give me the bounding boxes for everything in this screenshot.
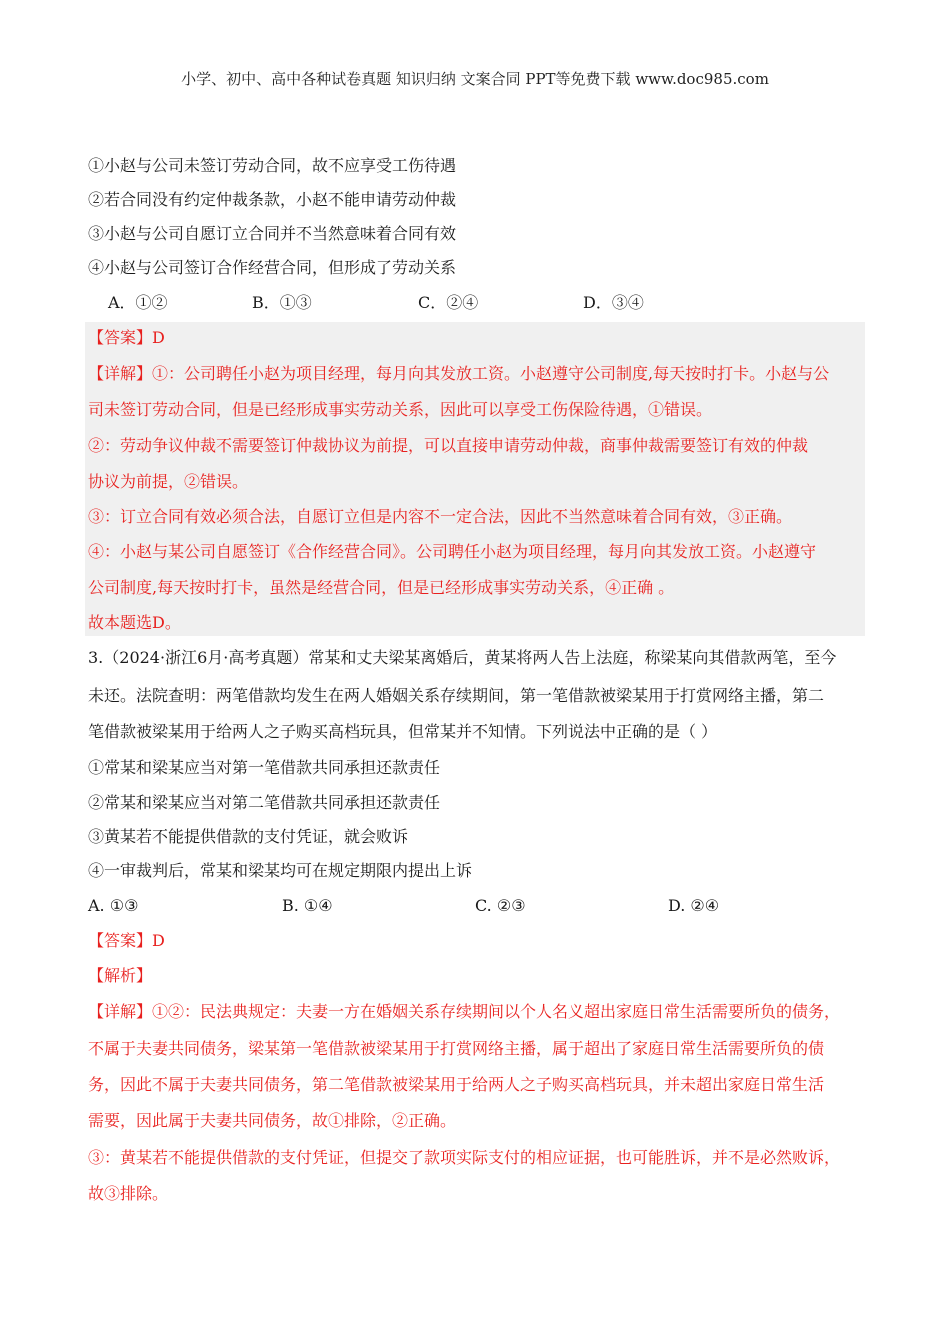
q2-option-a: A．①② [108, 293, 168, 312]
q3-stem-line-2: 未还。法院查明：两笔借款均发生在两人婚姻关系存续期间，第一笔借款被梁某用于打赏网络主播，第二 [88, 686, 825, 705]
q3-stem-line-3: 笔借款被梁某用于给两人之子购买高档玩具，但常某并不知情。下列说法中正确的是（ ） [88, 722, 718, 741]
q2-answer: 【答案】D [88, 328, 165, 347]
q2-statement-3: ③小赵与公司自愿订立合同并不当然意味着合同有效 [88, 224, 457, 243]
q2-detail-line-8: 故本题选D。 [88, 613, 181, 632]
q3-detail-line-3: 务，因此不属于夫妻共同债务，第二笔借款被梁某用于给两人之子购买高档玩具，并未超出家庭日常生活 [88, 1075, 825, 1094]
q2-option-c: C．②④ [418, 293, 479, 312]
q2-detail-line-4: 协议为前提，②错误。 [88, 472, 249, 491]
q3-option-d: D. ②④ [668, 896, 720, 915]
q2-detail-line-1: 【详解】①：公司聘任小赵为项目经理，每月向其发放工资。小赵遵守公司制度,每天按时打卡。小赵与公 [88, 364, 830, 383]
q3-detail-line-4: 需要，因此属于夫妻共同债务，故①排除，②正确。 [88, 1111, 457, 1130]
q2-statement-4: ④小赵与公司签订合作经营合同，但形成了劳动关系 [88, 258, 457, 277]
page-header: 小学、初中、高中各种试卷真题 知识归纳 文案合同 PPT等免费下载 www.doc985.com [181, 70, 769, 88]
q3-option-c: C. ②③ [475, 896, 526, 915]
q2-detail-line-3: ②：劳动争议仲裁不需要签订仲裁协议为前提，可以直接申请劳动仲裁，商事仲裁需要签订有效的仲裁 [88, 436, 809, 455]
q3-detail-line-1: 【详解】①②：民法典规定：夫妻一方在婚姻关系存续期间以个人名义超出家庭日常生活需要所负的债务， [88, 1002, 841, 1021]
q2-detail-line-6: ④：小赵与某公司自愿签订《合作经营合同》。公司聘任小赵为项目经理，每月向其发放工资。小赵遵守 [88, 542, 817, 561]
q3-answer: 【答案】D [88, 931, 165, 950]
q3-option-a: A. ①③ [88, 896, 139, 915]
q3-analysis-label: 【解析】 [88, 966, 153, 985]
q3-statement-2: ②常某和梁某应当对第二笔借款共同承担还款责任 [88, 793, 441, 812]
q3-option-b: B. ①④ [282, 896, 333, 915]
q2-statement-1: ①小赵与公司未签订劳动合同，故不应享受工伤待遇 [88, 156, 457, 175]
q3-statement-1: ①常某和梁某应当对第一笔借款共同承担还款责任 [88, 758, 441, 777]
q2-detail-line-2: 司未签订劳动合同，但是已经形成事实劳动关系，因此可以享受工伤保险待遇，①错误。 [88, 400, 713, 419]
q3-statement-3: ③黄某若不能提供借款的支付凭证，就会败诉 [88, 827, 409, 846]
q2-detail-line-5: ③：订立合同有效必须合法，自愿订立但是内容不一定合法，因此不当然意味着合同有效，③正确。 [88, 507, 793, 526]
q3-detail-line-2: 不属于夫妻共同债务，梁某第一笔借款被梁某用于打赏网络主播，属于超出了家庭日常生活需要所负的债 [88, 1039, 825, 1058]
q3-detail-line-6: 故③排除。 [88, 1184, 169, 1203]
q2-detail-line-7: 公司制度,每天按时打卡，虽然是经营合同，但是已经形成事实劳动关系，④正确 。 [88, 578, 675, 597]
q2-option-d: D．③④ [583, 293, 644, 312]
q3-detail-line-5: ③：黄某若不能提供借款的支付凭证，但提交了款项实际支付的相应证据，也可能胜诉，并不是必然败诉， [88, 1148, 841, 1167]
q2-statement-2: ②若合同没有约定仲裁条款，小赵不能申请劳动仲裁 [88, 190, 457, 209]
q3-statement-4: ④一审裁判后，常某和梁某均可在规定期限内提出上诉 [88, 861, 473, 880]
q3-stem-line-1: 3.（2024·浙江6月·高考真题）常某和丈夫梁某离婚后，黄某将两人告上法庭，称梁某向其借款两笔，至今 [88, 648, 837, 667]
q2-option-b: B．①③ [252, 293, 312, 312]
